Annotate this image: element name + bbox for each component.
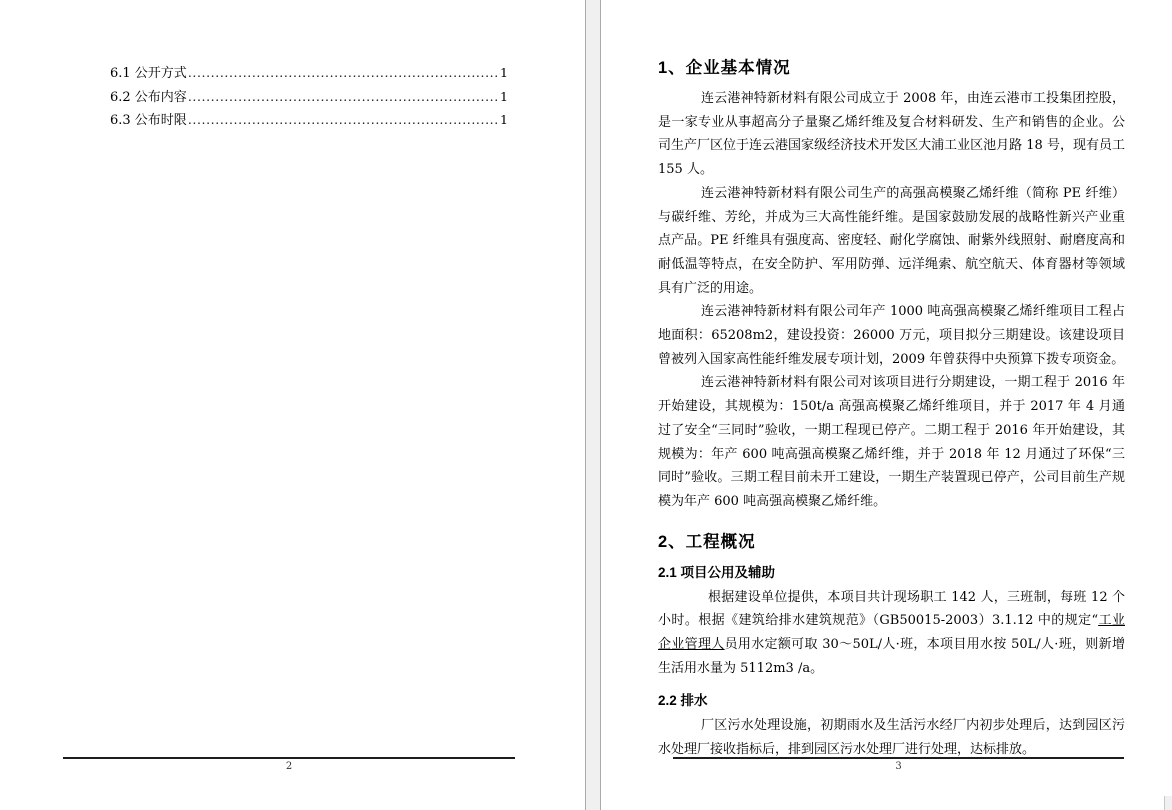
- toc-entry-page-number: 1: [500, 65, 508, 80]
- canvas-corner: [1164, 796, 1172, 810]
- document-page-right: [600, 0, 1172, 810]
- page-number: 2: [285, 761, 293, 772]
- water-usage-text-before: 根据建设单位提供，本项目共计现场职工 142 人，三班制，每班 12 个小时。根据《建筑给排水建筑规范》（GB50015-2003）3.1.12 中的规定“: [658, 589, 1125, 629]
- paragraph-project-investment[interactable]: 连云港神特新材料有限公司年产 1000 吨高强高模聚乙烯纤维项目工程占地面积：65208m2，建设投资：26000 万元，项目拟分三期建设。该建设项目曾被列入国家高性能纤维发展专项计划，2009 年曾获得中央预算下拨专项资金。: [658, 304, 1125, 367]
- toc-entry-label: 6.3 公布时限: [110, 113, 187, 128]
- paragraph-company-intro[interactable]: 连云港神特新材料有限公司成立于 2008 年，由连云港市工投集团控股，是一家专业从事超高分子量聚乙烯纤维及复合材料研发、生产和销售的企业。公司生产厂区位于连云港国家级经济技术开发区大浦工业区池月路 18 号，现有员工 155 人。: [658, 91, 1125, 178]
- toc-dot-leader: [188, 89, 499, 105]
- paragraph-water-usage[interactable]: [658, 586, 1125, 681]
- toc-entry-6-1[interactable]: [110, 62, 508, 86]
- toc-dot-leader: [188, 65, 499, 81]
- page-number: 3: [895, 761, 902, 772]
- section-heading-1[interactable]: 1、企业基本情况: [658, 59, 791, 77]
- paragraph-pe-fiber[interactable]: 连云港神特新材料有限公司生产的高强高模聚乙烯纤维（简称 PE 纤维）与碳纤维、芳纶，并成为三大高性能纤维。是国家鼓励发展的战略性新兴产业重点产品。PE 纤维具有强度高、密度轻、耐化学腐蚀、耐紫外线照射、耐磨度高和耐低温等特点，在安全防护、军用防弹、远洋绳索、航空航天、体育器材等领域具有广泛的用途。: [658, 185, 1125, 296]
- footer-rule: [673, 757, 1124, 759]
- toc-entry-6-3[interactable]: [110, 109, 508, 133]
- toc-entry-label: 6.2 公布内容: [110, 89, 187, 105]
- page-content: [658, 54, 1125, 762]
- toc-entry-page-number: 1: [500, 88, 508, 104]
- subsection-heading-2-2[interactable]: 2.2 排水: [658, 693, 708, 709]
- footer-rule: [63, 757, 515, 759]
- table-of-contents: [110, 62, 508, 133]
- water-usage-text-after: 员用水定额可取 30～50L/人·班，本项目用水按 50L/人·班，则新增生活用水量为 5112m3 /a。: [658, 637, 1125, 676]
- water-usage-underlined-text: 工业企业管理人: [658, 613, 1125, 653]
- paragraph-project-phases[interactable]: 连云港神特新材料有限公司对该项目进行分期建设，一期工程于 2016 年开始建设，其规模为：150t/a 高强高模聚乙烯纤维项目，并于 2017 年 4 月通过了安全“三同时”验收，一期工程现已停产。二期工程于 2016 年开始建设，其规模为：年产 600 吨高强高模聚乙烯纤维，并于 2018 年 12 月通过了环保“三同时”验收。三期工程目前未开工建设，一期生产装置现已停产，公司目前生产规模为年产 600 吨高强高模聚乙烯纤维。: [658, 375, 1125, 509]
- toc-entry-label: 6.1 公开方式: [110, 66, 187, 81]
- toc-dot-leader: [188, 112, 499, 128]
- subsection-heading-2-1[interactable]: 2.1 项目公用及辅助: [658, 564, 776, 580]
- toc-entry-6-2[interactable]: [110, 86, 508, 110]
- section-heading-2[interactable]: 2、工程概况: [658, 532, 756, 551]
- paragraph-wastewater[interactable]: 厂区污水处理设施，初期雨水及生活污水经厂内初步处理后，达到园区污水处理厂接收指标后，排到园区污水处理厂进行处理，达标排放。: [658, 718, 1125, 758]
- toc-entry-page-number: 1: [500, 112, 508, 127]
